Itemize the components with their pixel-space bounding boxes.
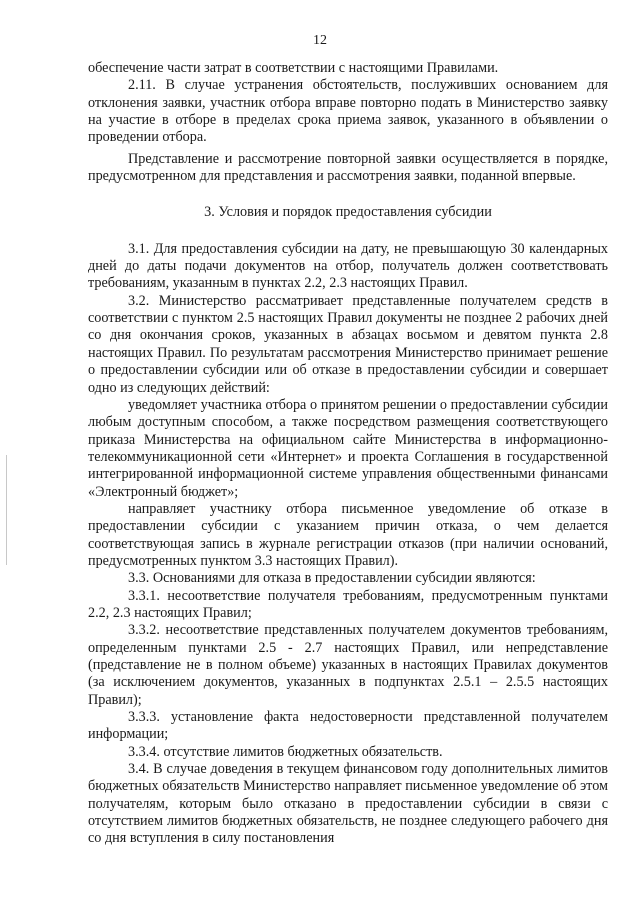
page-number: 12: [313, 33, 327, 48]
paragraph-2-11: 2.11. В случае устранения обстоятельств, послуживших основанием для отклонения заявки, участник отбора вправе повторно подать в Министерство заявку на участие в отборе в пределах срока приема заявок, указанного в объявлении о проведении отбора.: [88, 77, 608, 146]
paragraph-repeat-application: Представление и рассмотрение повторной заявки осуществляется в порядке, предусмотренном для представления и рассмотрения заявки, поданной впервые.: [88, 150, 608, 185]
section-title: 3. Условия и порядок предоставления субсидии: [204, 204, 492, 221]
document-body: [88, 60, 608, 848]
paragraph-3-3-3: 3.3.3. установление факта недостоверности представленной получателем информации;: [88, 709, 608, 743]
paragraph-refusal-notice: направляет участнику отбора письменное уведомление об отказе в предоставлении субсидии с указанием причин отказа, о чем делается соответствующая запись в журнале регистрации отказов (при наличии оснований, предусмотренных пунктом 3.3 настоящих Правил).: [88, 500, 608, 569]
paragraph-3-1: 3.1. Для предоставления субсидии на дату, не превышающую 30 календарных дней до даты подачи документов на отбор, получатель должен соответствовать требованиям, указанным в пунктах 2.2, 2.3 настоящих Правил.: [88, 240, 608, 292]
paragraph-3-3-4: 3.3.4. отсутствие лимитов бюджетных обязательств.: [128, 743, 443, 760]
paragraph-3-4: 3.4. В случае доведения в текущем финансовом году дополнительных лимитов бюджетных обязательств Министерство направляет письменное уведомление об этом получателям, которым было отказано в предоставлении субсидии в связи с отсутствием лимитов бюджетных обязательств, не позднее следующего рабочего дня со дня вступления в силу постановления: [88, 761, 608, 847]
scan-edge-mark: [6, 455, 7, 565]
paragraph-continuation: обеспечение части затрат в соответствии с настоящими Правилами.: [88, 60, 499, 76]
paragraph-notify-decision: уведомляет участника отбора о принятом решении о предоставлении субсидии любым доступным способом, а также посредством размещения соответствующего приказа Министерства на официальном сайте Министерства в информационно-телекоммуникационной сети «Интернет» и проекта Соглашения в государственной интегрированной информационной системе управления общественными финансами «Электронный бюджет»;: [88, 396, 608, 500]
paragraph-3-3-2: 3.3.2. несоответствие представленных получателем документов требованиям, определенным пунктами 2.5 - 2.7 настоящих Правил, или непредставление (представление не в полном объеме) указанных в настоящих Правилах документов (за исключением документов, указанных в подпунктах 2.5.1 – 2.5.5 настоящих Правил);: [88, 622, 608, 708]
paragraph-3-3-1: 3.3.1. несоответствие получателя требованиям, предусмотренным пунктами 2.2, 2.3 настоящих Правил;: [88, 587, 608, 621]
paragraph-3-2: 3.2. Министерство рассматривает представленные получателем средств в соответствии с пунктом 2.5 настоящих Правил документы не позднее 2 рабочих дней со дня окончания сроков, указанных в абзацах восьмом и девятом пункта 2.8 настоящих Правил. По результатам рассмотрения Министерство принимает решение о предоставлении субсидии или об отказе в предоставлении субсидии и совершает одно из следующих действий:: [88, 292, 608, 396]
paragraph-3-3: 3.3. Основаниями для отказа в предоставлении субсидии являются:: [128, 570, 536, 587]
